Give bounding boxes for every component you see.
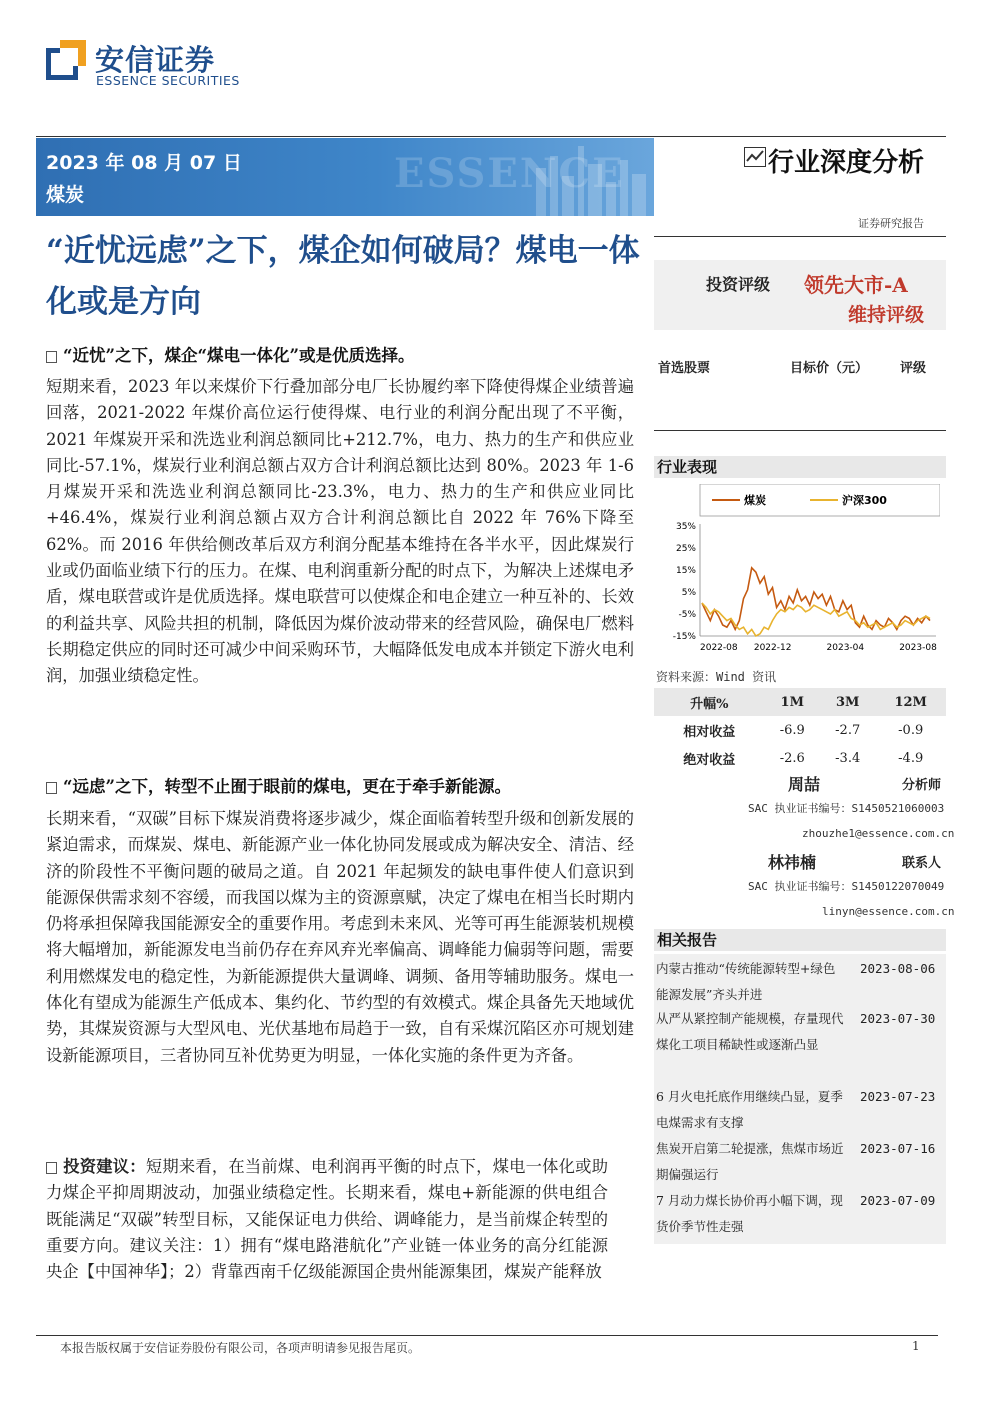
footer-rule <box>36 1335 938 1336</box>
col-rating: 评级 <box>900 361 927 376</box>
banner-watermark: ESSENCE <box>394 150 625 197</box>
x-tick-label: 2023-08 <box>899 643 937 653</box>
table-cell: -2.6 <box>779 750 805 766</box>
table-cell: -3.4 <box>835 750 861 766</box>
rating-sub: 维持评级 <box>848 304 925 326</box>
perf-header-cell: 12M <box>875 688 946 716</box>
perf-header-cell: 1M <box>765 688 820 716</box>
related-report-title: 从严从紧控制产能规模，存量现代煤化工项目稀缺性或逐渐凸显 <box>656 1011 844 1052</box>
analyst-email[interactable]: zhouzhe1@essence.com.cn <box>802 827 955 840</box>
section-body-1: 短期来看，2023 年以来煤价下行叠加部分电厂长协履约率下降使得煤企业绩普遍回落，2021-2022 年煤价高位运行使得煤、电行业的利润分配出现了不平衡，2021 年煤炭开采和洗选业利润总额同比+212.7%，电力、热力的生产和供应业同比-57.1%，煤炭行业利润总额占双方合计利润总额比达到 80%。2023 年 1-6 月煤炭开采和洗选业利润总额同比-23.3%，电力、热力的生产和供应业同比+46.4%，煤炭行业利润总额占双方合计利润总额比自 2022 年 76%下降至 62%。而 2016 年供给侧改革后双方利润分配基本维持在各半水平，因此煤炭行业或仍面临业绩下行的压力。在煤、电利润重新分配的时点下，为解决上述煤电矛盾，煤电联营或许是优质选择。煤电联营可以使煤企和电企建立一种互补的、长效的利益共享、风险共担的机制，降低因为煤价波动带来的经营风险，确保电厂燃料长期稳定供应的同时还可减少中间采购环节，大幅降低发电成本并锁定下游火电利润，加强业绩稳定性。 <box>46 377 634 686</box>
y-tick-label: -15% <box>672 632 696 642</box>
related-reports-list <box>654 954 946 1244</box>
rating-label: 投资评级 <box>706 275 771 294</box>
logo-icon <box>46 40 86 80</box>
related-report-title: 焦炭开启第二轮提涨，焦煤市场近期偏强运行 <box>656 1141 844 1182</box>
y-tick-label: 15% <box>675 566 696 576</box>
series-line-0 <box>702 568 930 630</box>
col-stock: 首选股票 <box>658 361 711 376</box>
performance-chart-svg <box>654 484 940 659</box>
contact-name: 林祎楠 <box>768 853 817 872</box>
contact-cert: SAC 执业证书编号：S1450122070049 <box>748 880 945 893</box>
related-report-date: 2023-08-06 <box>860 961 936 976</box>
contact-role: 联系人 <box>902 856 942 871</box>
x-tick-label: 2022-12 <box>753 643 792 653</box>
row-label: 绝对收益 <box>683 752 736 768</box>
table-cell: -4.9 <box>898 750 924 766</box>
report-date: 2023 年 08 月 07 日 <box>46 152 242 174</box>
series-line-1 <box>702 603 930 636</box>
performance-chart <box>654 484 940 659</box>
investment-advice-label: 投资建议： <box>63 1157 146 1176</box>
report-subtitle: 证券研究报告 <box>858 217 924 230</box>
row-label: 相对收益 <box>683 724 736 740</box>
bullet-icon <box>46 351 57 363</box>
table-cell: -2.7 <box>835 722 861 738</box>
x-tick-label: 2023-04 <box>826 643 865 653</box>
section-heading-2: “远虑”之下，转型不止囿于眼前的煤电，更在于牵手新能源。 <box>46 773 511 797</box>
y-tick-label: -5% <box>678 610 696 620</box>
page-number: 1 <box>912 1339 920 1353</box>
table-cell: -6.9 <box>779 722 805 738</box>
rating-value: 领先大市-A <box>804 273 908 297</box>
col-target-price: 目标价（元） <box>790 361 869 376</box>
related-report-date: 2023-07-30 <box>860 1011 936 1026</box>
bullet-icon <box>46 1162 57 1174</box>
related-title: 相关报告 <box>654 929 946 951</box>
section-body-2: 长期来看，“双碳”目标下煤炭消费将逐步减少，煤企面临着转型升级和创新发展的紧迫需求，而煤炭、煤电、新能源产业一体化协同发展或成为解决安全、清洁、经济的阶段性不平衡问题的破局之道。自 2021 年起频发的缺电事件使人们意识到能源保供需求刻不容缓，而我国以煤为主的资源禀赋，决定了煤电在相当长时期内仍将承担保障我国能源安全的重要作用。考虑到未来风、光等可再生能源装机规模将大幅增加，新能源发电当前仍存在弃风弃光率偏高、调峰能力偏弱等问题，需要利用燃煤发电的稳定性，为新能源提供大量调峰、调频、备用等辅助服务。煤电一体化有望成为能源生产低成本、集约化、节约型的有效模式。煤企具备先天地域优势，其煤炭资源与大型风电、光伏基地布局趋于一致，自有采煤沉陷区亦可规划建设新能源项目，三者协同互补优势更为明显，一体化实施的条件更为齐备。 <box>46 809 634 1065</box>
related-report-date: 2023-07-16 <box>860 1141 936 1156</box>
x-tick-label: 2022-08 <box>700 643 738 653</box>
related-report-date: 2023-07-23 <box>860 1089 936 1104</box>
date-banner <box>36 138 654 216</box>
contact-email[interactable]: linyn@essence.com.cn <box>822 905 955 918</box>
performance-table-header <box>654 688 946 716</box>
chart-source: 资料来源：Wind 资讯 <box>656 670 777 684</box>
investment-advice-text: 短期来看，在当前煤、电利润再平衡的时点下，煤电一体化或助力煤企平抑周期波动，加强业绩稳定性。长期来看，煤电+新能源的供电组合既能满足“双碳”转型目标，又能保证电力供给、调峰能力，是当前煤企转型的重要方向。建议关注：1）拥有“煤电路港航化”产业链一体业务的高分红能源央企【中国神华】；2）背靠西南千亿级能源国企贵州能源集团，煤炭产能释放 <box>46 1157 608 1282</box>
analyst-cert: SAC 执业证书编号：S1450521060003 <box>748 802 945 815</box>
y-tick-label: 25% <box>675 544 696 554</box>
related-report-date: 2023-07-09 <box>860 1193 936 1208</box>
analyst-role: 分析师 <box>902 778 942 793</box>
table-cell: -0.9 <box>898 722 924 738</box>
section-heading-1: “近忧”之下，煤企“煤电一体化”或是优质选择。 <box>46 342 414 366</box>
stock-table-rule <box>654 430 946 431</box>
related-report-title: 7 月动力煤长协价再小幅下调，现货价季节性走强 <box>656 1193 843 1234</box>
related-report-title: 6 月火电托底作用继续凸显，夏季电煤需求有支撑 <box>656 1089 843 1130</box>
y-tick-label: 35% <box>675 522 696 532</box>
list-item[interactable] <box>654 1188 946 1240</box>
legend-label-hs300: 沪深300 <box>842 494 887 507</box>
related-report-title: 内蒙古推动“传统能源转型+绿色能源发展”齐头并进 <box>656 961 836 1002</box>
legend-label-coal: 煤炭 <box>744 494 766 507</box>
bullet-icon <box>46 782 57 794</box>
footer-disclaimer: 本报告版权属于安信证券股份有限公司，各项声明请参见报告尾页。 <box>60 1341 421 1355</box>
y-tick-label: 5% <box>681 588 696 598</box>
report-title: “近忧远虑”之下，煤企如何破局？煤电一体化或是方向 <box>46 233 640 320</box>
header-rule <box>36 136 946 137</box>
logo-english-name: ESSENCE SECURITIES <box>96 73 240 88</box>
performance-title: 行业表现 <box>654 456 946 478</box>
logo-chinese-name: 安信证券 <box>95 43 216 77</box>
analyst-name: 周喆 <box>788 775 821 794</box>
chart-trend-icon <box>744 147 766 167</box>
perf-header-cell: 升幅% <box>654 688 765 716</box>
right-rule <box>654 236 946 237</box>
list-item[interactable] <box>654 956 946 1008</box>
list-item[interactable] <box>654 1136 946 1188</box>
section-body-3 <box>46 1154 608 1285</box>
table-row <box>654 744 946 772</box>
list-item[interactable] <box>654 1084 946 1136</box>
perf-header-cell: 3M <box>820 688 875 716</box>
performance-table <box>654 688 946 772</box>
report-type: 行业深度分析 <box>768 148 925 178</box>
table-row <box>654 716 946 744</box>
industry-name: 煤炭 <box>46 184 85 206</box>
list-item[interactable] <box>654 1006 946 1083</box>
